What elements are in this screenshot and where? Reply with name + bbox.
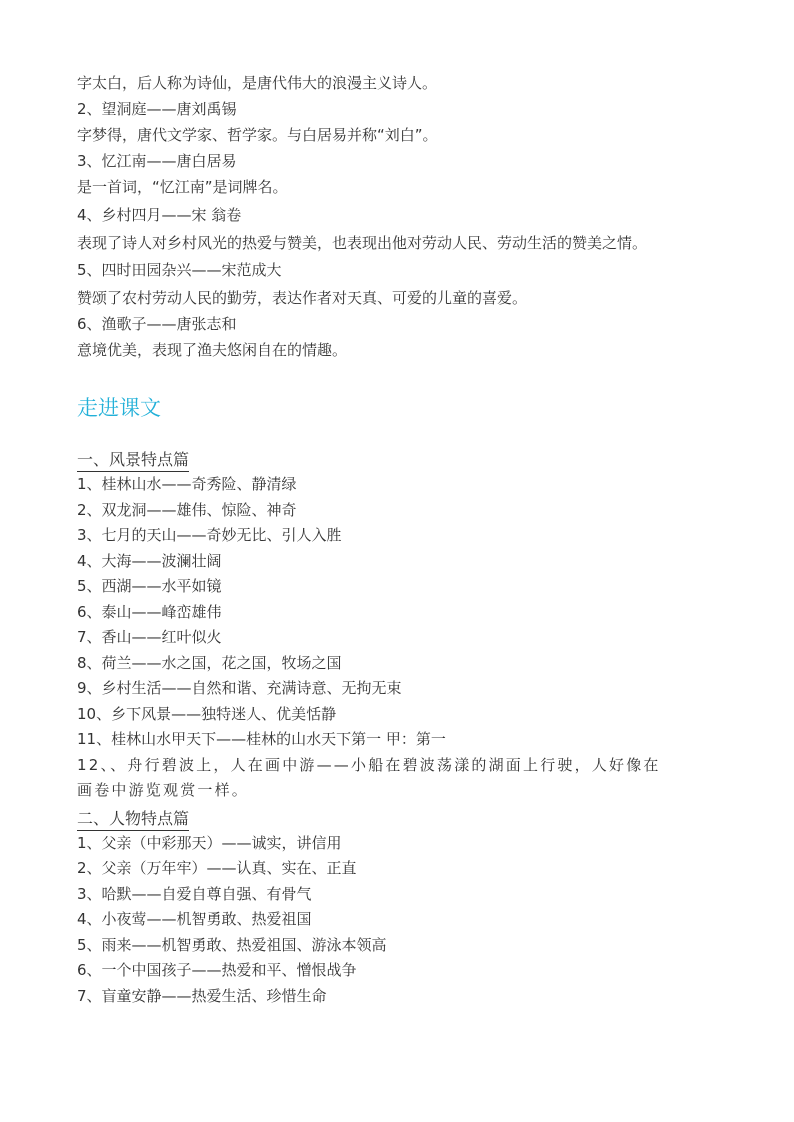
list-item: 3、七月的天山——奇妙无比、引人入胜 xyxy=(77,526,342,544)
list-item: 5、雨来——机智勇敢、热爱祖国、游泳本领高 xyxy=(77,935,387,954)
list-item: 9、乡村生活——自然和谐、充满诗意、无拘无束 xyxy=(77,679,402,697)
list-item: 5、西湖——水平如镜 xyxy=(77,577,222,595)
list-item: 3、哈默——自爱自尊自强、有骨气 xyxy=(77,884,312,903)
people-section xyxy=(77,806,677,1010)
scenery-section xyxy=(77,447,677,804)
intro-line: 意境优美，表现了渔夫悠闲自在的情趣。 xyxy=(77,341,348,359)
intro-line: 字太白，后人称为诗仙，是唐代伟大的浪漫主义诗人。 xyxy=(77,74,438,92)
section-heading: 一、风景特点篇 xyxy=(77,449,189,472)
document-page xyxy=(77,70,677,1009)
poem-title: 5、四时田园杂兴——宋范成大 xyxy=(77,261,282,279)
list-item: 6、一个中国孩子——热爱和平、憎恨战争 xyxy=(77,961,357,979)
poem-title: 3、忆江南——唐白居易 xyxy=(77,152,237,170)
intro-line: 是一首词，“忆江南”是词牌名。 xyxy=(77,178,288,196)
list-item: 8、荷兰——水之国，花之国，牧场之国 xyxy=(77,653,342,672)
intro-line: 字梦得，唐代文学家、哲学家。与白居易并称“刘白”。 xyxy=(77,126,438,144)
list-item: 10、乡下风景——独特迷人、优美恬静 xyxy=(77,704,337,723)
list-item: 7、盲童安静——热爱生活、珍惜生命 xyxy=(77,986,327,1005)
people-list xyxy=(77,831,677,1010)
list-item: 7、香山——红叶似火 xyxy=(77,628,222,646)
list-item: 6、泰山——峰峦雄伟 xyxy=(77,602,222,621)
list-item: 1、桂林山水——奇秀险、静清绿 xyxy=(77,475,297,493)
list-item: 11、桂林山水甲天下——桂林的山水天下第一 甲：第一 xyxy=(77,730,446,748)
section-heading: 二、人物特点篇 xyxy=(77,808,189,831)
list-item: 1、父亲（中彩那天）——诚实，讲信用 xyxy=(77,833,342,852)
section-title: 走进课文 xyxy=(77,396,161,420)
poem-title: 6、渔歌子——唐张志和 xyxy=(77,315,237,333)
list-item: 4、大海——波澜壮阔 xyxy=(77,551,222,570)
list-item: 12、、舟行碧波上，人在画中游——小船在碧波荡漾的湖面上行驶，人好像在画卷中游览观赏一样。 xyxy=(77,755,661,799)
list-item: 4、小夜莺——机智勇敢、热爱祖国 xyxy=(77,910,312,928)
intro-line: 赞颂了农村劳动人民的勤劳，表达作者对天真、可爱的儿童的喜爱。 xyxy=(77,289,528,307)
intro-line: 表现了诗人对乡村风光的热爱与赞美，也表现出他对劳动人民、劳动生活的赞美之情。 xyxy=(77,234,648,252)
intro-block xyxy=(77,70,677,363)
poem-title: 4、乡村四月——宋 翁卷 xyxy=(77,206,242,224)
list-item: 2、父亲（万年牢）——认真、实在、正直 xyxy=(77,859,357,877)
scenery-list xyxy=(77,472,677,804)
list-item: 2、双龙洞——雄伟、惊险、神奇 xyxy=(77,500,297,519)
poem-title: 2、望洞庭——唐刘禹锡 xyxy=(77,100,237,118)
